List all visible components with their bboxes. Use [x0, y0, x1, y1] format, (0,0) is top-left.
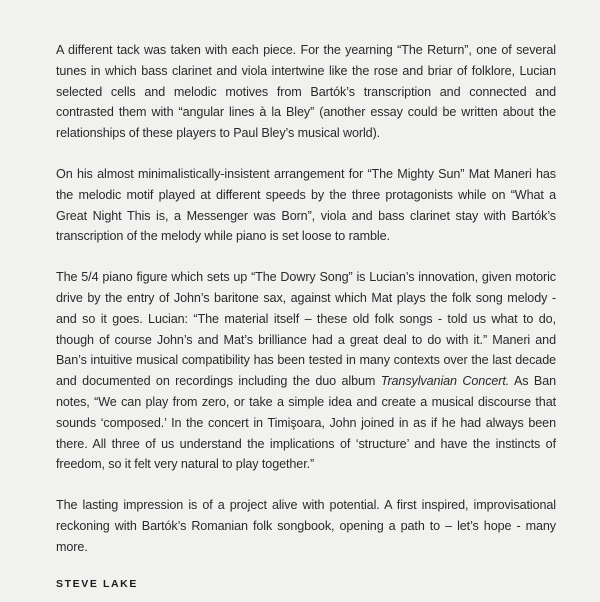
paragraph-the-dowry-song — [56, 267, 556, 475]
paragraph-text: The lasting impression is of a project alive with potential. A first inspired, improvisational reckoning with Bartók’s Romanian folk songbook, opening a path to – let’s hope - many more. — [56, 498, 556, 554]
author-signature: STEVE LAKE — [56, 577, 138, 590]
liner-notes-page — [56, 40, 556, 590]
paragraph-the-return — [56, 40, 556, 144]
album-title-italic: Transylvanian Concert. — [380, 374, 510, 389]
paragraph-text: As Ban notes, “We can play from zero, or take a simple idea and create a musical discourse that sounds ‘composed.’ In the concert in Timişoara, John joined in as if he had always been there. All three of us understand the implications of ‘structure’ and have the instincts of freedom, so it felt very natural to play together.” — [56, 374, 557, 472]
paragraph-lasting-impression — [56, 495, 556, 557]
paragraph-the-mighty-sun — [56, 164, 556, 247]
paragraph-text: On his almost minimalistically-insistent arrangement for “The Mighty Sun” Mat Maneri has the melodic motif played at different speeds by the three protagonists while on “What a Great Night This is, a Messenger was Born”, viola and bass clarinet stay with Bartók’s transcription of the melody while piano is set loose to ramble. — [56, 166, 556, 244]
paragraph-text: A different tack was taken with each piece. For the yearning “The Return”, one of several tunes in which bass clarinet and viola intertwine like the rose and briar of folklore, Lucian selected cells and melodic motives from Bartók’s transcription and connected and contrasted them with “angular lines à la Bley” (another essay could be written about the relationships of these players to Paul Bley’s musical world). — [56, 43, 556, 141]
paragraph-text: The 5/4 piano figure which sets up “The Dowry Song” is Lucian’s innovation, given motoric drive by the entry of John’s baritone sax, against which Mat plays the folk song melody - and so it goes. Lucian: “The material itself – these old folk songs - told us what to do, though of course John’s and Mat’s brilliance had a great deal to do with it.” Maneri and Ban’s intuitive musical compatibility has been tested in many contexts over the last decade and documented on recordings including the duo album — [56, 270, 556, 389]
